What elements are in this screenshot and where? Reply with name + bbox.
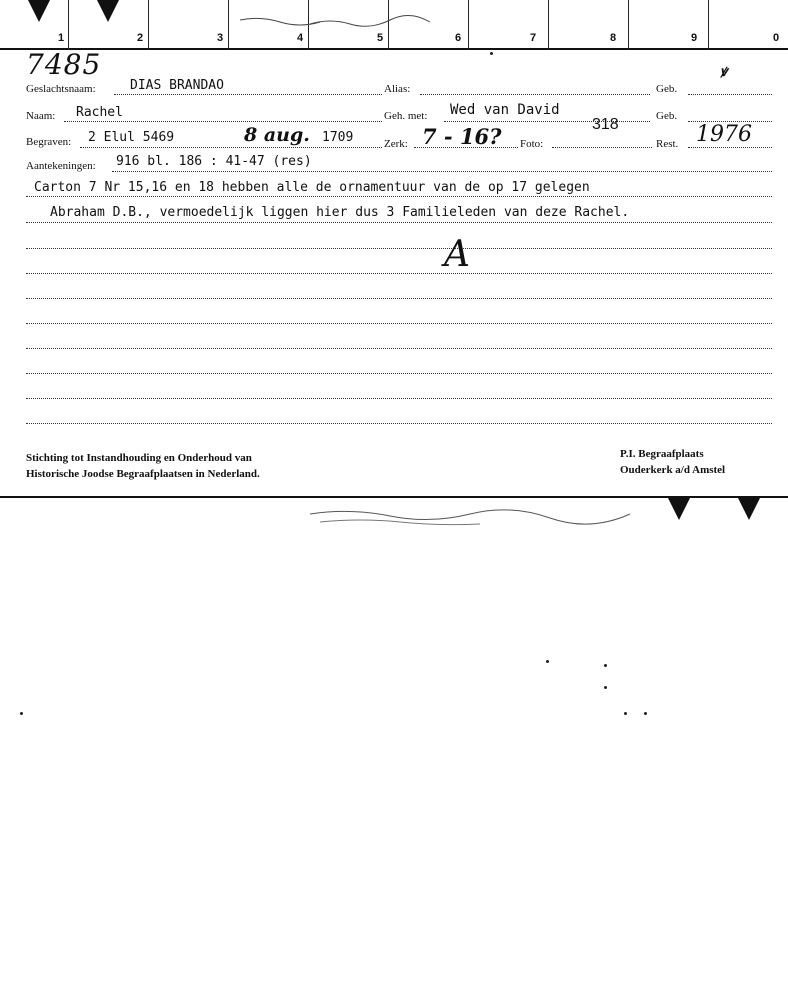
ruler-cell: [148, 0, 228, 50]
geh-met-label: Geh. met:: [384, 110, 428, 122]
blank-line: [26, 373, 772, 374]
geb-line-1: [688, 94, 772, 95]
ruler-number-0: 0: [773, 32, 780, 44]
geh-met-line: [444, 121, 650, 122]
geb-label-2: Geb.: [656, 110, 678, 122]
aantekeningen-label: Aantekeningen:: [26, 160, 96, 172]
geslachtsnaam-label: Geslachtsnaam:: [26, 83, 96, 95]
aantekeningen-value: 916 bl. 186 : 41-47 (res): [116, 154, 312, 169]
punch-mark-icon: [738, 498, 760, 520]
foto-value: 318: [592, 116, 619, 133]
geh-met-value: Wed van David: [450, 102, 560, 118]
scan-speck: [624, 712, 627, 715]
naam-line: [64, 121, 382, 122]
blank-line: [26, 423, 772, 424]
scan-speck: [644, 712, 647, 715]
begraven-label: Begraven:: [26, 136, 72, 148]
begraven-line: [80, 147, 382, 148]
rest-line: [688, 147, 772, 148]
ruler-number-8: 8: [610, 32, 617, 44]
blank-line: [26, 323, 772, 324]
footer-cemetery-line-2: Ouderkerk a/d Amstel: [620, 464, 726, 476]
scan-speck: [546, 660, 549, 663]
scan-speck: [604, 686, 607, 689]
scan-speck: [20, 712, 23, 715]
ruler-number-5: 5: [377, 32, 384, 44]
scribble-mark: [300, 500, 660, 530]
ruler-number-4: 4: [297, 32, 304, 44]
note-line: [26, 196, 772, 197]
footer-foundation-line-1: Stichting tot Instandhouding en Onderhoud van: [26, 452, 252, 464]
rest-value: 1976: [696, 122, 752, 147]
ruler-number-6: 6: [455, 32, 462, 44]
footer-right: [620, 446, 725, 478]
scan-speck: [490, 52, 493, 55]
note-line: [26, 222, 772, 223]
zerk-value: 7 - 16?: [422, 124, 502, 149]
naam-label: Naam:: [26, 110, 56, 122]
column-ruler: [0, 0, 788, 52]
stamp-letter: A: [444, 234, 470, 275]
aantekeningen-line: [112, 171, 772, 172]
blank-line: [26, 298, 772, 299]
blank-line: [26, 348, 772, 349]
alias-label: Alias:: [384, 83, 411, 95]
begraven-value: 2 Elul 5469: [88, 130, 175, 145]
rest-label: Rest.: [656, 138, 679, 150]
ruler-number-1: 1: [58, 32, 65, 44]
note-text-2: Abraham D.B., vermoedelijk liggen hier dus 3 Familieleden van deze Rachel.: [50, 205, 630, 220]
begraven-handwritten-date: 8 aug.: [244, 124, 310, 146]
scan-speck: [604, 664, 607, 667]
note-text-1: Carton 7 Nr 15,16 en 18 hebben alle de ornamentuur van de op 17 gelegen: [34, 180, 590, 195]
punch-mark-icon: [97, 0, 119, 22]
footer-cemetery-line-1: P.I. Begraafplaats: [620, 448, 704, 460]
card-number: 7485: [26, 48, 102, 81]
punch-mark-icon: [28, 0, 50, 22]
ruler-number-3: 3: [217, 32, 224, 44]
geb-label-1: Geb.: [656, 83, 678, 95]
begraven-year: 1709: [322, 130, 354, 145]
geslachtsnaam-line: [114, 94, 382, 95]
geslachtsnaam-value: DIAS BRANDAO: [130, 78, 224, 93]
blank-line: [26, 273, 772, 274]
naam-value: Rachel: [76, 105, 123, 120]
check-mark-icon: ꝟ: [720, 64, 728, 80]
scribble-mark: [230, 8, 470, 32]
ruler-number-9: 9: [691, 32, 698, 44]
alias-line: [420, 94, 650, 95]
foto-line: [552, 147, 652, 148]
blank-line: [26, 248, 772, 249]
footer-foundation-line-2: Historische Joodse Begraafplaatsen in Nederland.: [26, 468, 260, 480]
ruler-number-2: 2: [137, 32, 144, 44]
ruler-number-7: 7: [530, 32, 537, 44]
blank-line: [26, 398, 772, 399]
footer-left: [26, 450, 260, 482]
zerk-label: Zerk:: [384, 138, 408, 150]
punch-mark-icon: [668, 498, 690, 520]
foto-label: Foto:: [520, 138, 544, 150]
